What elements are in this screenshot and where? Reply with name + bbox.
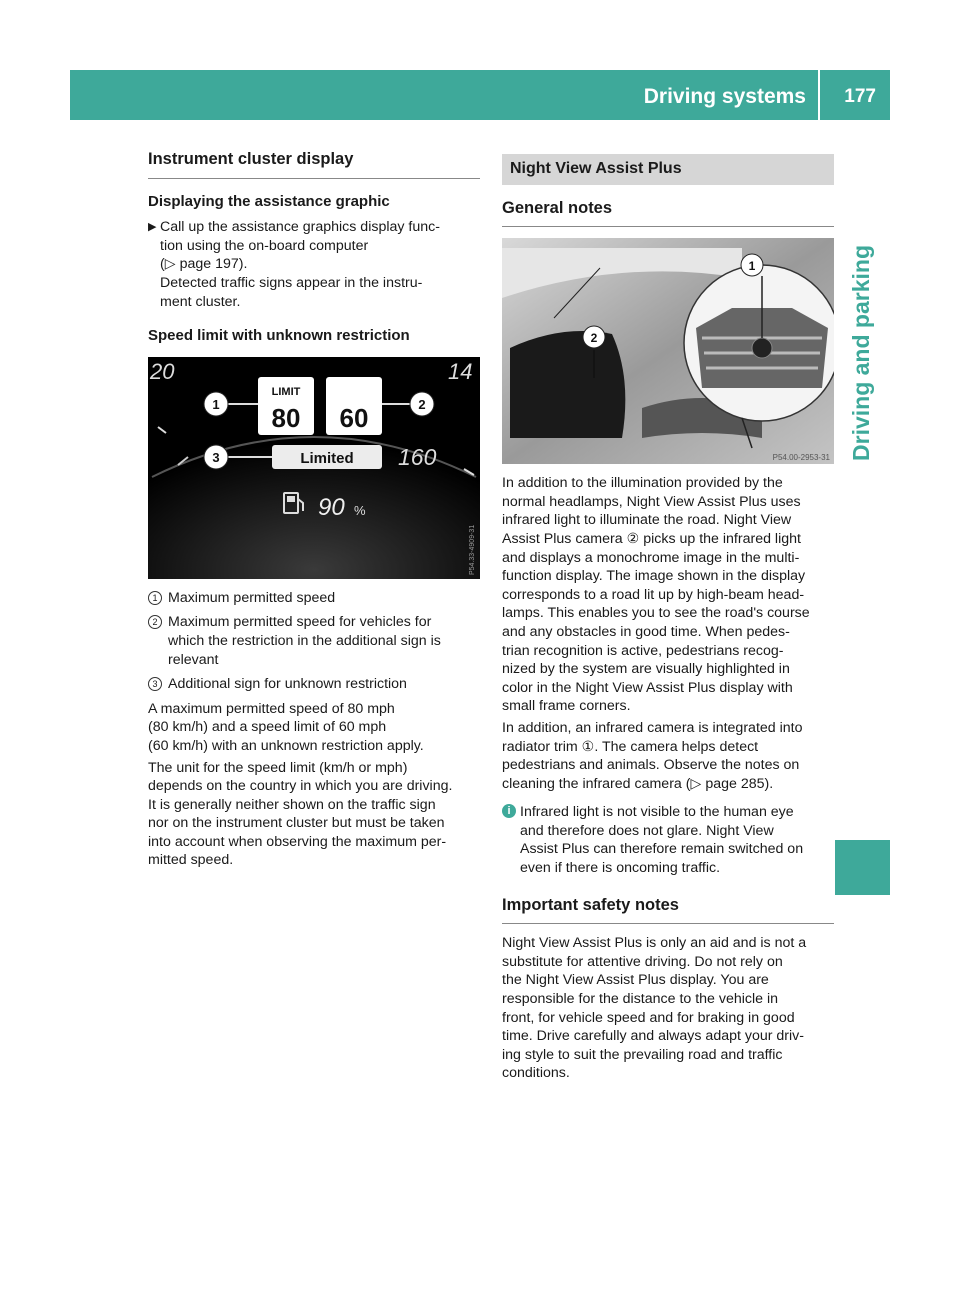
step-arrow-icon: ▶	[148, 221, 157, 234]
safety-paragraph: Night View Assist Plus is only an aid and is not a substitute for attentive driving. Do not rely on the Night View Assist Plus display. You are responsible for the distance to the vehicle in front, for vehicle speed and for braking in good time. Drive carefully and always adapt your driv- ing style to suit the prevailing road and traffic conditions.	[502, 935, 807, 1082]
page-reference-link[interactable]: cleaning the infrared camera (▷ page 285).	[502, 775, 774, 792]
info-icon: i	[502, 804, 516, 818]
left-column	[148, 150, 480, 873]
side-tab-label: Driving and parking	[848, 245, 874, 461]
night-view-camera-figure	[502, 238, 834, 464]
camera-paragraph: In addition, an infrared camera is integrated into radiator trim ①. The camera helps detect pedestrians and animals. Observe the notes on cleaning the infrared camera (▷ page 285).	[502, 719, 803, 792]
callout-number: 3	[212, 449, 220, 465]
speed-tick: 160	[398, 443, 437, 470]
side-tab-marker	[835, 840, 890, 895]
speed-paragraph: A maximum permitted speed of 80 mph (80 km/h) and a speed limit of 60 mph (60 km/h) with an unknown restriction apply.	[148, 700, 424, 754]
speed-limit-heading: Speed limit with unknown restriction	[148, 327, 410, 345]
unit-paragraph: The unit for the speed limit (km/h or mph) depends on the country in which you are driving. It is generally neither shown on the traffic sign nor on the instrument cluster but must be taken into account when observing the maximum per- mitted speed.	[148, 759, 453, 869]
callout-number: 2	[590, 331, 598, 346]
limit-sign-value: 80	[271, 402, 301, 433]
limit-sign	[258, 377, 314, 435]
callout-number: 1	[212, 396, 220, 412]
additional-sign	[272, 445, 382, 469]
figure-code: P54.33-4909-31	[469, 524, 476, 575]
infrared-camera-icon	[752, 338, 772, 358]
instruction-step	[148, 218, 480, 311]
legend-number: 1	[148, 591, 162, 605]
speed-tick: 14	[448, 358, 473, 384]
legend-text: Additional sign for unknown restriction	[168, 676, 407, 693]
additional-sign-text: Limited	[300, 449, 354, 467]
step-line: ment cluster.	[160, 293, 241, 310]
night-view-heading: Night View Assist Plus	[502, 154, 834, 185]
section-title: Driving systems	[644, 70, 820, 120]
step-line: (▷ page 197).	[160, 256, 248, 273]
illumination-paragraph: In addition to the illumination provided by the normal headlamps, Night View Assist Plus uses infrared light to illuminate the road. Night View Assist Plus camera ② picks up the infrared light and displays a monochrome image in the multi- function display. The image shown in the display corresponds to a road lit up by high-beam head- lamps. This enables you to see the road's course and any obstacles in good time. When pedes- trian recognition is active, pedestrians recog- nized by the system are visually highlighted in color in the Night View Assist Plus display with small frame corners.	[502, 475, 810, 715]
speed-sign-value: 60	[339, 402, 369, 433]
fuel-level: 90	[318, 493, 345, 521]
page-number: 177	[844, 86, 876, 107]
instrument-cluster-heading: Instrument cluster display	[148, 150, 480, 179]
legend-text: Maximum permitted speed for vehicles for	[168, 614, 432, 631]
legend-number: 2	[148, 615, 162, 629]
instrument-cluster-figure	[148, 357, 480, 579]
page-header	[70, 70, 890, 120]
step-line: tion using the on-board computer	[160, 237, 369, 254]
legend-item	[148, 613, 480, 669]
right-column	[502, 154, 834, 1086]
legend-text: Maximum permitted speed	[168, 589, 336, 606]
safety-notes-heading: Important safety notes	[502, 896, 834, 925]
limit-sign-label: LIMIT	[271, 385, 301, 398]
speed-tick: 20	[150, 358, 175, 384]
side-tab	[835, 245, 890, 765]
fuel-unit: %	[354, 502, 366, 518]
legend-item	[148, 589, 480, 608]
legend-number: 3	[148, 677, 162, 691]
callout-number: 1	[748, 259, 756, 274]
legend-text: relevant	[168, 651, 219, 668]
step-line: Detected traffic signs appear in the instru-	[160, 274, 423, 291]
general-notes-heading: General notes	[502, 199, 834, 228]
step-line: Call up the assistance graphics display func-	[160, 219, 440, 236]
info-note: i Infrared light is not visible to the human eye and therefore does not glare. Night View Assist Plus can therefore remain switched on even if there is oncoming traffic.	[502, 803, 834, 877]
figure-code: P54.00-2953-31	[772, 453, 830, 463]
callout-number: 2	[418, 396, 426, 412]
speed-sign	[326, 377, 382, 435]
legend-item	[148, 675, 480, 694]
assistance-graphic-heading: Displaying the assistance graphic	[148, 192, 390, 210]
legend-text: which the restriction in the additional sign is	[168, 632, 441, 649]
